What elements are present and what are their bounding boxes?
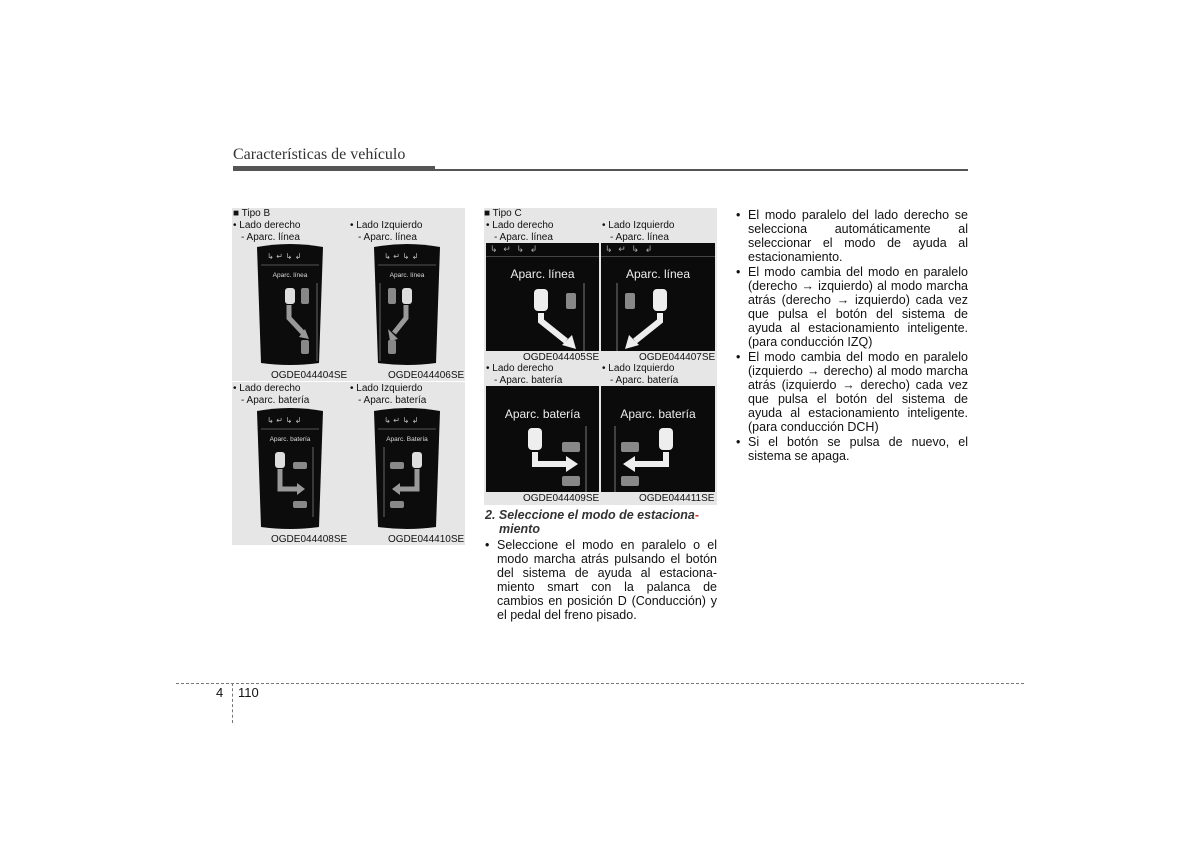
- list-item: • El modo paralelo del lado derecho se selecciona automáticamente al seleccionar el modo de ayuda al estacionamiento.: [736, 208, 968, 264]
- type-c-code-4: OGDE044411SE: [639, 493, 715, 504]
- type-b-cell-3-label: • Lado derecho - Aparc. batería: [233, 383, 310, 406]
- svg-text:↳ ↵ ↳ ↲: ↳ ↵ ↳ ↲: [384, 416, 419, 425]
- parking-diagram: [601, 426, 715, 492]
- type-b-cluster-right-battery: [255, 407, 325, 533]
- type-c-screen-4-title: Aparc. batería: [620, 407, 696, 421]
- type-b-cluster-right-line: [255, 243, 325, 369]
- type-c-screen-1-title: Aparc. línea: [510, 267, 575, 281]
- type-b-screen-4-title: Aparc. Batería: [386, 436, 428, 443]
- type-c-cell-2-label: • Lado Izquierdo - Aparc. línea: [602, 220, 675, 243]
- type-b-panel: [232, 208, 465, 545]
- parking-diagram: [486, 426, 599, 492]
- type-b-cell-4-label: • Lado Izquierdo - Aparc. batería: [350, 383, 427, 406]
- type-c-code-3: OGDE044409SE: [523, 493, 600, 504]
- type-c-screen-2-title: Aparc. línea: [625, 267, 691, 281]
- page-header-title: Características de vehículo: [233, 146, 406, 163]
- type-b-cell-2-label: • Lado Izquierdo - Aparc. línea: [350, 220, 423, 243]
- svg-text:↳ ↵ ↳ ↲: ↳ ↵ ↳ ↲: [267, 252, 302, 261]
- type-c-screen-right-battery: [486, 386, 599, 492]
- type-b-code-1: OGDE044404SE: [271, 370, 348, 381]
- mode-icons: ↳ ↵ ↳ ↲: [490, 245, 538, 255]
- type-c-screen-3-title: Aparc. batería: [504, 407, 581, 421]
- footer-vertical-rule: [232, 683, 233, 723]
- type-b-screen-2-title: Aparc. línea: [389, 272, 425, 279]
- type-b-row-divider: [232, 381, 465, 382]
- type-b-cell-1-label: • Lado derecho - Aparc. línea: [233, 220, 301, 243]
- type-c-panel: [484, 208, 717, 505]
- type-c-code-1: OGDE044405SE: [523, 352, 600, 363]
- header-rule-thin: [435, 169, 968, 171]
- type-b-screen-1-title: Aparc. línea: [272, 272, 308, 279]
- list-item: • Si el botón se pulsa de nuevo, el sistema se apaga.: [736, 435, 968, 463]
- step-2-title: 2. Seleccione el modo de estaciona- miento: [485, 508, 699, 536]
- svg-text:↳ ↵ ↳ ↲: ↳ ↵ ↳ ↲: [267, 416, 302, 425]
- type-c-cell-3-label: • Lado derecho - Aparc. batería: [486, 363, 563, 386]
- chapter-number: 4: [216, 685, 224, 700]
- type-b-title: ■ Tipo B: [233, 208, 271, 219]
- type-b-cluster-left-battery: [372, 407, 442, 533]
- mode-icons: ↳ ↵ ↳ ↲: [605, 245, 653, 255]
- list-item: • El modo cambia del modo en paralelo (derecho → izquierdo) al modo marcha atrás (derecho → izquierdo) cada vez que pulsa el botón del sistema de ayuda al estacionamiento inteligente. (para conducción IZQ): [736, 265, 968, 349]
- svg-text:↳ ↵ ↳ ↲: ↳ ↵ ↳ ↲: [384, 252, 419, 261]
- page-number: 110: [238, 685, 259, 700]
- type-b-cluster-left-line: [372, 243, 442, 369]
- type-b-screen-3-title: Aparc. batería: [269, 436, 311, 443]
- type-c-cell-1-label: • Lado derecho - Aparc. línea: [486, 220, 554, 243]
- type-c-screen-right-line: [486, 243, 599, 351]
- header-rule-thick: [233, 166, 435, 171]
- type-c-cell-4-label: • Lado Izquierdo - Aparc. batería: [602, 363, 679, 386]
- type-b-code-2: OGDE044406SE: [388, 370, 465, 381]
- list-item: • El modo cambia del modo en paralelo (izquierdo → derecho) al modo marcha atrás (izquierdo → derecho) cada vez que pulsa el botón del sistema de ayuda al estacionamiento inteligente. (para conducción DCH): [736, 350, 968, 434]
- parking-diagram: [486, 283, 599, 351]
- type-b-code-3: OGDE044408SE: [271, 534, 348, 545]
- type-c-title: ■ Tipo C: [484, 208, 522, 219]
- parking-diagram: [601, 283, 715, 351]
- step-2-body: • Seleccione el modo en paralelo o el modo marcha atrás pulsando el botón del sistema de ayuda al estaciona-miento smart con la palanca de cambios en posición D (Conducción) y el pedal del freno pisado.: [485, 538, 717, 622]
- type-c-code-2: OGDE044407SE: [639, 352, 716, 363]
- type-c-screen-left-line: [601, 243, 715, 351]
- footer-rule: [176, 683, 1024, 684]
- mode-description-list: [736, 208, 968, 464]
- type-b-code-4: OGDE044410SE: [388, 534, 465, 545]
- type-c-screen-left-battery: [601, 386, 715, 492]
